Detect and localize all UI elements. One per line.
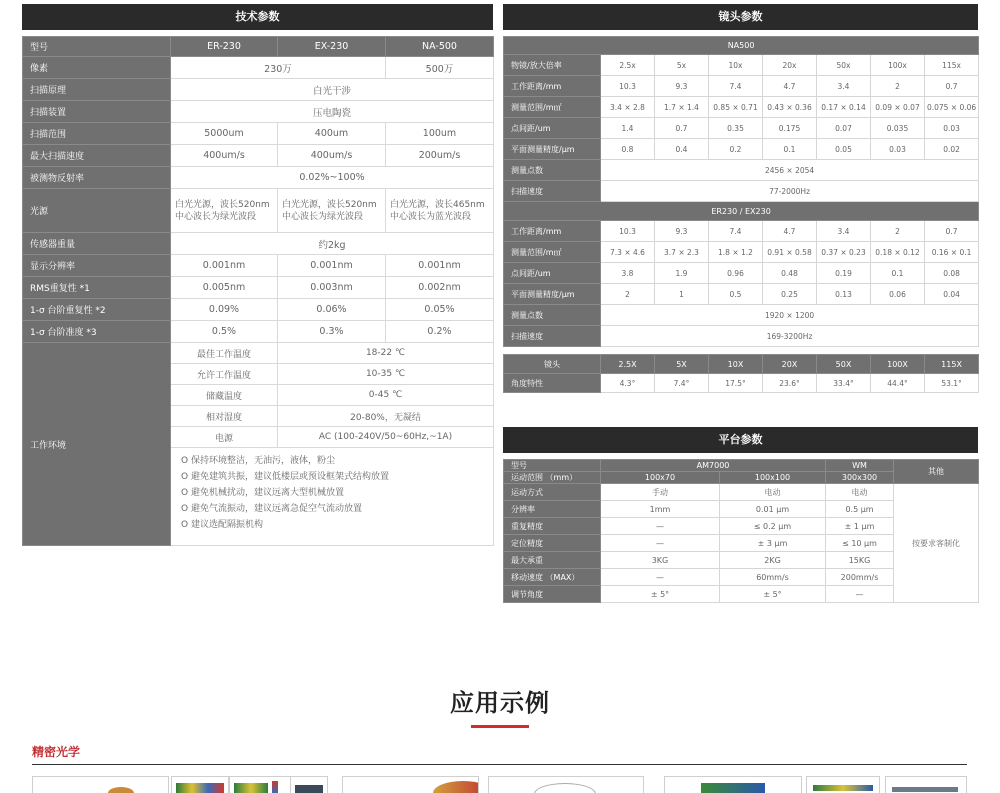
sample-image [488, 776, 644, 793]
device-label: 扫描装置 [23, 101, 171, 123]
env-key: 电源 [171, 427, 278, 448]
row-label: 工作距离/mm [504, 221, 601, 242]
table-row [504, 460, 979, 472]
table-cell: 0.09 × 0.07 [871, 97, 925, 118]
table-cell: 3.4 × 2.8 [601, 97, 655, 118]
table-row [504, 76, 979, 97]
table-cell: 0.1 [871, 263, 925, 284]
step-rep-label: 1-σ 台阶重复性 *2 [23, 299, 171, 321]
table-cell: 100x [871, 55, 925, 76]
table-cell: 0.001nm [171, 255, 278, 277]
table-cell: 0.07 [817, 118, 871, 139]
na-points-value: 2456 × 2054 [601, 160, 979, 181]
application-title: 应用示例 [450, 689, 550, 717]
table-cell: 33.4° [817, 374, 871, 393]
table-cell: 20X [763, 355, 817, 374]
row-label: 移动速度 （MAX） [504, 569, 601, 586]
table-cell: 3.4 [817, 221, 871, 242]
table-cell: 0.85 × 0.71 [709, 97, 763, 118]
table-cell: — [601, 569, 720, 586]
table-cell: 9.3 [655, 221, 709, 242]
table-row [504, 160, 979, 181]
device-value: 压电陶瓷 [171, 101, 494, 123]
table-cell: 1.8 × 1.2 [709, 242, 763, 263]
sample-image-surface [433, 781, 479, 793]
reflect-value: 0.02%~100% [171, 167, 494, 189]
table-cell: 7.4 [709, 76, 763, 97]
table-cell: 50X [817, 355, 871, 374]
title-underline [471, 725, 529, 728]
table-cell: ≤ 10 μm [826, 535, 894, 552]
model-label: 型号 [23, 37, 171, 57]
weight-label: 传感器重量 [23, 233, 171, 255]
table-cell: 1.7 × 1.4 [655, 97, 709, 118]
table-cell: 0.8 [601, 139, 655, 160]
table-cell: 400um [278, 123, 386, 145]
table-cell: — [601, 518, 720, 535]
env-key: 储藏温度 [171, 385, 278, 406]
row-label: 镜头 [504, 355, 601, 374]
light-label: 光源 [23, 189, 171, 233]
row-label: 工作距离/mm [504, 76, 601, 97]
table-row [23, 57, 494, 79]
na-speed-label: 扫描速度 [504, 181, 601, 202]
table-row [23, 343, 494, 364]
env-value: 20-80%，无凝结 [278, 406, 494, 427]
table-row [23, 189, 494, 233]
principle-label: 扫描原理 [23, 79, 171, 101]
row-label: 运动方式 [504, 484, 601, 501]
table-row [23, 233, 494, 255]
table-cell: 53.1° [925, 374, 979, 393]
table-cell: 2 [601, 284, 655, 305]
env-notes [171, 448, 494, 546]
env-value: AC (100-240V/50~60Hz,~1A) [278, 427, 494, 448]
range-label: 扫描范围 [23, 123, 171, 145]
table-cell: 3.4 [817, 76, 871, 97]
row-label: 平面测量精度/μm [504, 139, 601, 160]
table-row [23, 277, 494, 299]
table-cell: 5X [655, 355, 709, 374]
table-cell: 0.001nm [386, 255, 494, 277]
weight-value: 约2kg [171, 233, 494, 255]
tech-title: 技术参数 [235, 10, 280, 23]
table-cell: 10X [709, 355, 763, 374]
table-cell: 0.4 [655, 139, 709, 160]
table-cell: 0.37 × 0.23 [817, 242, 871, 263]
sample-image [229, 776, 291, 793]
table-cell: — [826, 586, 894, 603]
na-speed-value: 77-2000Hz [601, 181, 979, 202]
lens-title: 镜头参数 [718, 10, 763, 23]
table-cell: 400um/s [278, 145, 386, 167]
tech-spec-table [22, 36, 494, 546]
table-row [504, 118, 979, 139]
table-cell: 0.035 [871, 118, 925, 139]
table-cell: 0.48 [763, 263, 817, 284]
row-label: 测量范围/m㎡ [504, 242, 601, 263]
table-cell: 0.13 [817, 284, 871, 305]
table-row [504, 97, 979, 118]
table-row [504, 139, 979, 160]
table-cell: 0.05 [817, 139, 871, 160]
table-cell: 0.02 [925, 139, 979, 160]
row-label: 角度特性 [504, 374, 601, 393]
table-cell: 7.4 [709, 221, 763, 242]
table-cell: ± 1 μm [826, 518, 894, 535]
pixels-na: 500万 [386, 57, 494, 79]
table-cell: 100um [386, 123, 494, 145]
table-row [504, 374, 979, 393]
na500-group-header: NA500 [504, 37, 979, 55]
env-note: O 避免气流振动，建议远离急促空气流动放置 [181, 504, 362, 514]
table-row [504, 326, 979, 347]
sample-image-surface [108, 787, 134, 793]
pixels-er-ex: 230万 [171, 57, 386, 79]
model-ex230: EX-230 [278, 37, 386, 57]
table-cell: 0.002nm [386, 277, 494, 299]
er-points-value: 1920 × 1200 [601, 305, 979, 326]
table-cell: 3KG [601, 552, 720, 569]
table-cell: 0.19 [817, 263, 871, 284]
table-cell: ± 5° [601, 586, 720, 603]
table-cell: 1.4 [601, 118, 655, 139]
table-cell: 100x100 [720, 472, 826, 484]
table-cell: 0.03 [871, 139, 925, 160]
sample-image [32, 776, 169, 793]
table-cell: 电动 [826, 484, 894, 501]
table-cell: 200mm/s [826, 569, 894, 586]
table-cell: 115x [925, 55, 979, 76]
pixels-label: 像素 [23, 57, 171, 79]
er230-rows [504, 221, 979, 305]
table-cell: 0.01 μm [720, 501, 826, 518]
env-note: O 避免建筑共振，建议低楼层或预设框架式结构放置 [181, 472, 389, 482]
table-cell: 7.3 × 4.6 [601, 242, 655, 263]
table-cell: 15KG [826, 552, 894, 569]
table-row [23, 255, 494, 277]
table-cell: 300x300 [826, 472, 894, 484]
row-label: 分辨率 [504, 501, 601, 518]
table-row [504, 181, 979, 202]
table-cell: 23.6° [763, 374, 817, 393]
table-cell: 0.003nm [278, 277, 386, 299]
table-row [504, 355, 979, 374]
plat-model-label: 型号 [504, 460, 601, 472]
rms-label: RMS重复性 *1 [23, 277, 171, 299]
tech-panel-title [22, 4, 493, 30]
table-cell: 0.2 [709, 139, 763, 160]
table-cell: 10.3 [601, 76, 655, 97]
table-cell: 4.7 [763, 221, 817, 242]
env-key: 相对湿度 [171, 406, 278, 427]
env-value: 10-35 ℃ [278, 364, 494, 385]
category-divider [32, 764, 967, 765]
model-er230: ER-230 [171, 37, 278, 57]
env-label: 工作环境 [23, 343, 171, 546]
platform-rows [504, 484, 979, 603]
table-cell: 60mm/s [720, 569, 826, 586]
table-cell: ± 3 μm [720, 535, 826, 552]
table-row [23, 123, 494, 145]
table-cell: 白光光源，波长520nm中心波长为绿光波段 [278, 189, 386, 233]
table-cell: 400um/s [171, 145, 278, 167]
principle-value: 白光干涉 [171, 79, 494, 101]
table-cell: 0.7 [925, 221, 979, 242]
platform-panel-title [503, 427, 978, 453]
table-cell: 0.001nm [278, 255, 386, 277]
env-key: 最佳工作温度 [171, 343, 278, 364]
table-row [23, 299, 494, 321]
table-cell: 0.175 [763, 118, 817, 139]
table-row [23, 79, 494, 101]
row-label: 点间距/um [504, 263, 601, 284]
table-cell: 4.3° [601, 374, 655, 393]
table-cell: 0.96 [709, 263, 763, 284]
env-value: 18-22 ℃ [278, 343, 494, 364]
step-acc-label: 1-σ 台阶准度 *3 [23, 321, 171, 343]
lens-panel-title [503, 4, 978, 30]
table-cell: 100x70 [601, 472, 720, 484]
table-cell: 0.075 × 0.06 [925, 97, 979, 118]
table-cell: 白光光源，波长465nm中心波长为蓝光波段 [386, 189, 494, 233]
er-points-label: 测量点数 [504, 305, 601, 326]
table-cell: 0.5 [709, 284, 763, 305]
table-cell: 200um/s [386, 145, 494, 167]
table-cell: 1.9 [655, 263, 709, 284]
table-gap [504, 347, 979, 355]
table-cell: 0.09% [171, 299, 278, 321]
resolution-label: 显示分辨率 [23, 255, 171, 277]
row-label: 最大承重 [504, 552, 601, 569]
table-cell: ≤ 0.2 μm [720, 518, 826, 535]
row-label: 物镜/放大倍率 [504, 55, 601, 76]
table-cell: — [601, 535, 720, 552]
table-cell: 0.18 × 0.12 [871, 242, 925, 263]
sample-image [342, 776, 479, 793]
table-row [504, 202, 979, 221]
reflect-label: 被测物反射率 [23, 167, 171, 189]
plat-range-label: 运动范围 （mm） [504, 472, 601, 484]
table-cell: 0.7 [655, 118, 709, 139]
platform-spec-table [503, 459, 979, 603]
env-note: O 避免机械扰动，建议远离大型机械放置 [181, 488, 344, 498]
table-cell: 5x [655, 55, 709, 76]
table-cell: 手动 [601, 484, 720, 501]
table-cell: 0.2% [386, 321, 494, 343]
table-cell: 4.7 [763, 76, 817, 97]
table-row [504, 284, 979, 305]
er-speed-label: 扫描速度 [504, 326, 601, 347]
table-cell: 0.05% [386, 299, 494, 321]
table-cell: 100X [871, 355, 925, 374]
env-value: 0-45 ℃ [278, 385, 494, 406]
row-label: 测量范围/m㎡ [504, 97, 601, 118]
row-label: 定位精度 [504, 535, 601, 552]
table-cell: 2 [871, 221, 925, 242]
row-label: 点间距/um [504, 118, 601, 139]
table-cell: 3.7 × 2.3 [655, 242, 709, 263]
table-cell: 0.06 [871, 284, 925, 305]
table-row [504, 221, 979, 242]
table-cell: 5000um [171, 123, 278, 145]
table-row [23, 101, 494, 123]
table-cell: 电动 [720, 484, 826, 501]
table-cell: 0.5 μm [826, 501, 894, 518]
table-row [23, 37, 494, 57]
table-cell: 0.08 [925, 263, 979, 284]
sample-image-surface [813, 785, 873, 791]
table-row [504, 242, 979, 263]
env-key: 允许工作温度 [171, 364, 278, 385]
table-cell: 10x [709, 55, 763, 76]
sample-image [664, 776, 802, 793]
table-cell: 7.4° [655, 374, 709, 393]
table-cell: 44.4° [871, 374, 925, 393]
table-row [504, 263, 979, 284]
row-label: 重复精度 [504, 518, 601, 535]
table-cell: 0.5% [171, 321, 278, 343]
table-cell: 17.5° [709, 374, 763, 393]
table-cell: 2.5X [601, 355, 655, 374]
table-cell: 1mm [601, 501, 720, 518]
table-cell: 9.3 [655, 76, 709, 97]
platform-title: 平台参数 [718, 433, 763, 446]
sample-image-surface [892, 787, 958, 792]
table-cell: 115X [925, 355, 979, 374]
table-row [504, 484, 979, 501]
table-cell: 2 [871, 76, 925, 97]
sample-image [171, 776, 229, 793]
table-cell: 0.1 [763, 139, 817, 160]
table-cell: 0.25 [763, 284, 817, 305]
sample-image [806, 776, 880, 793]
category-label: 精密光学 [32, 745, 81, 759]
plat-other: 其他 [894, 460, 979, 484]
table-cell: 0.43 × 0.36 [763, 97, 817, 118]
plat-other-note: 按要求客制化 [894, 484, 979, 603]
table-cell: 0.35 [709, 118, 763, 139]
er230-group-header: ER230 / EX230 [504, 202, 979, 221]
table-row [504, 55, 979, 76]
table-cell: 2.5x [601, 55, 655, 76]
na500-rows [504, 55, 979, 160]
objective-rows [504, 355, 979, 393]
table-cell: 0.16 × 0.1 [925, 242, 979, 263]
row-label: 平面测量精度/μm [504, 284, 601, 305]
table-row [23, 145, 494, 167]
table-cell: 10.3 [601, 221, 655, 242]
sample-image [290, 776, 328, 793]
table-cell: 0.04 [925, 284, 979, 305]
plat-am7000: AM7000 [601, 460, 826, 472]
sample-image-surface [272, 781, 278, 793]
table-cell: 白光光源，波长520nm中心波长为绿光波段 [171, 189, 278, 233]
table-cell: 50x [817, 55, 871, 76]
table-cell: 1 [655, 284, 709, 305]
table-cell: 0.3% [278, 321, 386, 343]
table-row [23, 167, 494, 189]
table-cell: 0.06% [278, 299, 386, 321]
table-row [504, 37, 979, 55]
row-label: 调节角度 [504, 586, 601, 603]
table-cell: 0.005nm [171, 277, 278, 299]
table-cell: 3.8 [601, 263, 655, 284]
table-cell: 20x [763, 55, 817, 76]
speed-label: 最大扫描速度 [23, 145, 171, 167]
model-na500: NA-500 [386, 37, 494, 57]
table-cell: ± 5° [720, 586, 826, 603]
er-speed-value: 169-3200Hz [601, 326, 979, 347]
table-row [504, 305, 979, 326]
env-note: O 保持环境整洁，无油污，液体，粉尘 [181, 456, 335, 466]
table-row [23, 321, 494, 343]
sample-image [885, 776, 967, 793]
table-cell: 0.91 × 0.58 [763, 242, 817, 263]
plat-wm: WM [826, 460, 894, 472]
env-note: O 建议选配隔振机构 [181, 520, 263, 530]
table-cell: 0.7 [925, 76, 979, 97]
table-cell: 0.17 × 0.14 [817, 97, 871, 118]
lens-spec-table [503, 36, 979, 393]
na-points-label: 测量点数 [504, 160, 601, 181]
table-cell: 0.03 [925, 118, 979, 139]
table-cell: 2KG [720, 552, 826, 569]
